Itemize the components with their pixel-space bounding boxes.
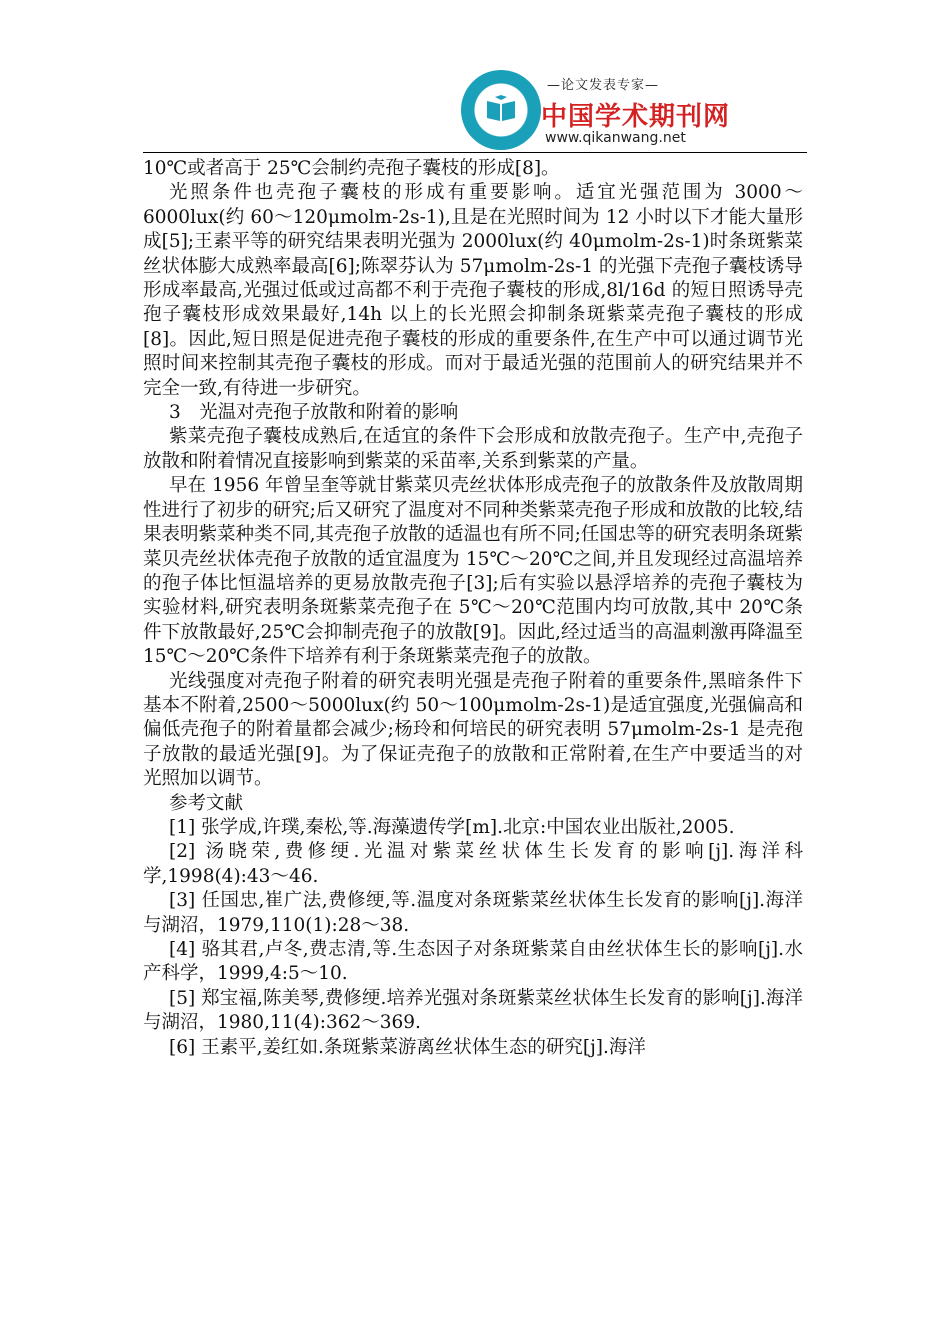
article-body	[143, 157, 803, 1060]
reference-item: [3] 任国忠,崔广法,费修绠,等.温度对条斑紫菜丝状体生长发育的影响[j].海洋与湖沼，1979,110(1):28～38.	[143, 890, 803, 936]
paragraph-light-attachment: 光线强度对壳孢子附着的研究表明光强是壳孢子附着的重要条件,黑暗条件下基本不附着,2500～5000lux(约 50～100μmolm-2s-1)是适宜强度,光强偏高和偏低壳孢子的附着量都会减少;杨玲和何培民的研究表明 57μmolm-2s-1 是壳孢子放散的最适光强[9]。为了保证壳孢子的放散和正常附着,在生产中要适当的对光照加以调节。	[143, 670, 803, 790]
reference-item: [4] 骆其君,卢冬,费志清,等.生态因子对条斑紫菜自由丝状体生长的影响[j].水产科学，1999,4:5～10.	[143, 939, 803, 985]
site-brand-name: 中国学术期刊网	[541, 102, 731, 132]
site-logo[interactable]	[461, 70, 731, 156]
site-url: www.qikanwang.net	[545, 130, 686, 146]
paragraph-spore-release-intro: 紫菜壳孢子囊枝成熟后,在适宜的条件下会形成和放散壳孢子。生产中,壳孢子放散和附着情况直接影响到紫菜的采苗率,关系到紫菜的产量。	[143, 426, 803, 472]
section-heading-3: 3 光温对壳孢子放散和附着的影响	[169, 402, 459, 424]
paragraph-temperature-release: 早在 1956 年曾呈奎等就甘紫菜贝壳丝状体形成壳孢子的放散条件及放散周期性进行了初步的研究;后又研究了温度对不同种类紫菜壳孢子形成和放散的比较,结果表明紫菜种类不同,其壳孢子放散的适温也有所不同;任国忠等的研究表明条斑紫菜贝壳丝状体壳孢子放散的适宜温度为 15℃～20℃之间,并且发现经过高温培养的孢子体比恒温培养的更易放散壳孢子[3];后有实验以悬浮培养的壳孢子囊枝为实验材料,研究表明条斑紫菜壳孢子在 5℃～20℃范围内均可放散,其中 20℃条件下放散最好,25℃会抑制壳孢子的放散[9]。因此,经过适当的高温刺激再降温至 15℃～20℃条件下培养有利于条斑紫菜壳孢子的放散。	[143, 475, 803, 668]
reference-item: [1] 张学成,许璞,秦松,等.海藻遗传学[m].北京:中国农业出版社,2005.	[169, 816, 735, 838]
header-divider	[143, 152, 807, 153]
book-globe-logo-icon	[461, 70, 541, 150]
reference-item: [2] 汤晓荣,费修绠.光温对紫菜丝状体生长发育的影响[j].海洋科学,1998(4):43～46.	[143, 841, 803, 887]
reference-item: [5] 郑宝福,陈美琴,费修绠.培养光强对条斑紫菜丝状体生长发育的影响[j].海洋与湖沼，1980,11(4):362～369.	[143, 987, 803, 1034]
open-book-icon	[485, 95, 517, 123]
references-heading: 参考文献	[169, 792, 244, 814]
paragraph-light-conditions: 光照条件也壳孢子囊枝的形成有重要影响。适宜光强范围为 3000～6000lux(约 60～120μmolm-2s-1),且是在光照时间为 12 小时以下才能大量形成[5];王素平等的研究结果表明光强为 2000lux(约 40μmolm-2s-1)时条斑紫菜丝状体膨大成熟率最高[6];陈翠芬认为 57μmolm-2s-1 的光强下壳孢子囊枝诱导形成率最高,光强过低或过高都不利于壳孢子囊枝的形成,8l/16d 的短日照诱导壳孢子囊枝形成效果最好,14h 以上的长光照会抑制条斑紫菜壳孢子囊枝的形成[8]。因此,短日照是促进壳孢子囊枝的形成的重要条件,在生产中可以通过调节光照时间来控制其壳孢子囊枝的形成。而对于最适光强的范围前人的研究结果并不完全一致,有待进一步研究。	[143, 182, 803, 399]
page-header	[0, 0, 950, 158]
site-slogan: —论文发表专家—	[547, 78, 660, 93]
paragraph-continued: 10℃或者高于 25℃会制约壳孢子囊枝的形成[8]。	[143, 158, 560, 179]
reference-item: [6] 王素平,姜红如.条斑紫菜游离丝状体生态的研究[j].海洋	[169, 1036, 646, 1058]
